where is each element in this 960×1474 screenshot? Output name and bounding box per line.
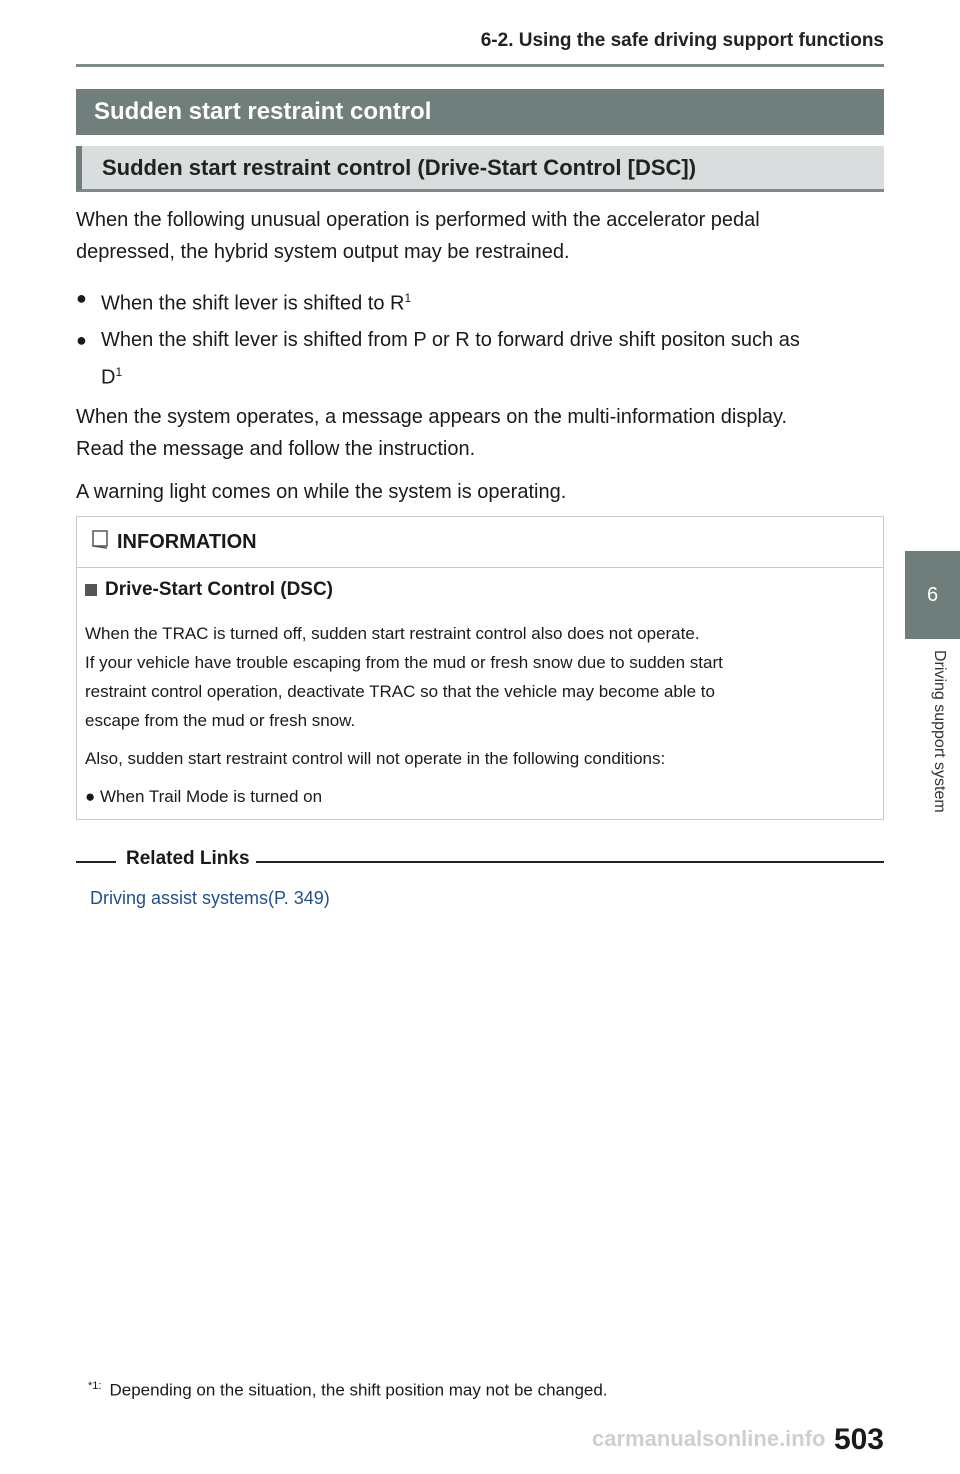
bullet-item: ● When the shift lever is shifted from P or R to forward drive shift positon such as $D^1$ [76, 324, 876, 394]
information-text: Also, sudden start restraint control will not operate in the following conditions: [85, 749, 666, 768]
paragraph: A warning light comes on while the system is operating. [76, 481, 567, 503]
bullet-item: ● When the shift lever is shifted to $R^1$ [76, 282, 876, 320]
information-text: restraint control operation, deactivate TRAC so that the vehicle may become able to [85, 682, 715, 701]
footnote: $^{*1:}$ Depending on the situation, the shift position may not be changed. [88, 1380, 608, 1400]
driving-assist-link[interactable]: Driving assist systems(P. 349) [90, 888, 330, 908]
bullet-dot-icon: ● [85, 787, 100, 806]
subsection-title: Sudden start restraint control (Drive-Start Control [DSC]) [76, 146, 884, 192]
related-rule-left [76, 861, 116, 863]
information-box [76, 516, 884, 820]
page-number: 503 [833, 1423, 884, 1456]
header-divider [76, 64, 884, 67]
intro-line-1: When the following unusual operation is performed with the accelerator pedal [76, 209, 760, 231]
information-text: When the TRAC is turned off, sudden start restraint control also does not operate. [85, 624, 700, 643]
information-header: INFORMATION [77, 517, 883, 568]
information-bullet: ● When Trail Mode is turned on [85, 787, 323, 806]
related-links [76, 848, 884, 876]
chapter-label: Driving support system [931, 650, 948, 813]
information-text: escape from the mud or fresh snow. [85, 711, 356, 730]
information-text: If your vehicle have trouble escaping from the mud or fresh snow due to sudden start [85, 653, 723, 672]
intro-line-2: depressed, the hybrid system output may be restrained. [76, 241, 570, 263]
bullet-dot-icon: ● [76, 288, 87, 308]
book-icon [91, 529, 109, 555]
page-header-title: 6-2. Using the safe driving support functions [480, 30, 884, 51]
section-title: Sudden start restraint control [76, 89, 884, 135]
chapter-tab: 6 [905, 551, 960, 639]
watermark: carmanualsonline.info [592, 1426, 826, 1451]
paragraph: When the system operates, a message appears on the multi-information display. [76, 406, 788, 428]
related-links-label: Related Links [120, 848, 256, 870]
related-rule-right [256, 861, 884, 863]
square-bullet-icon [85, 584, 97, 596]
paragraph: Read the message and follow the instruction. [76, 438, 476, 460]
bullet-dot-icon: ● [76, 330, 87, 350]
information-title: Drive-Start Control (DSC) [85, 579, 333, 601]
